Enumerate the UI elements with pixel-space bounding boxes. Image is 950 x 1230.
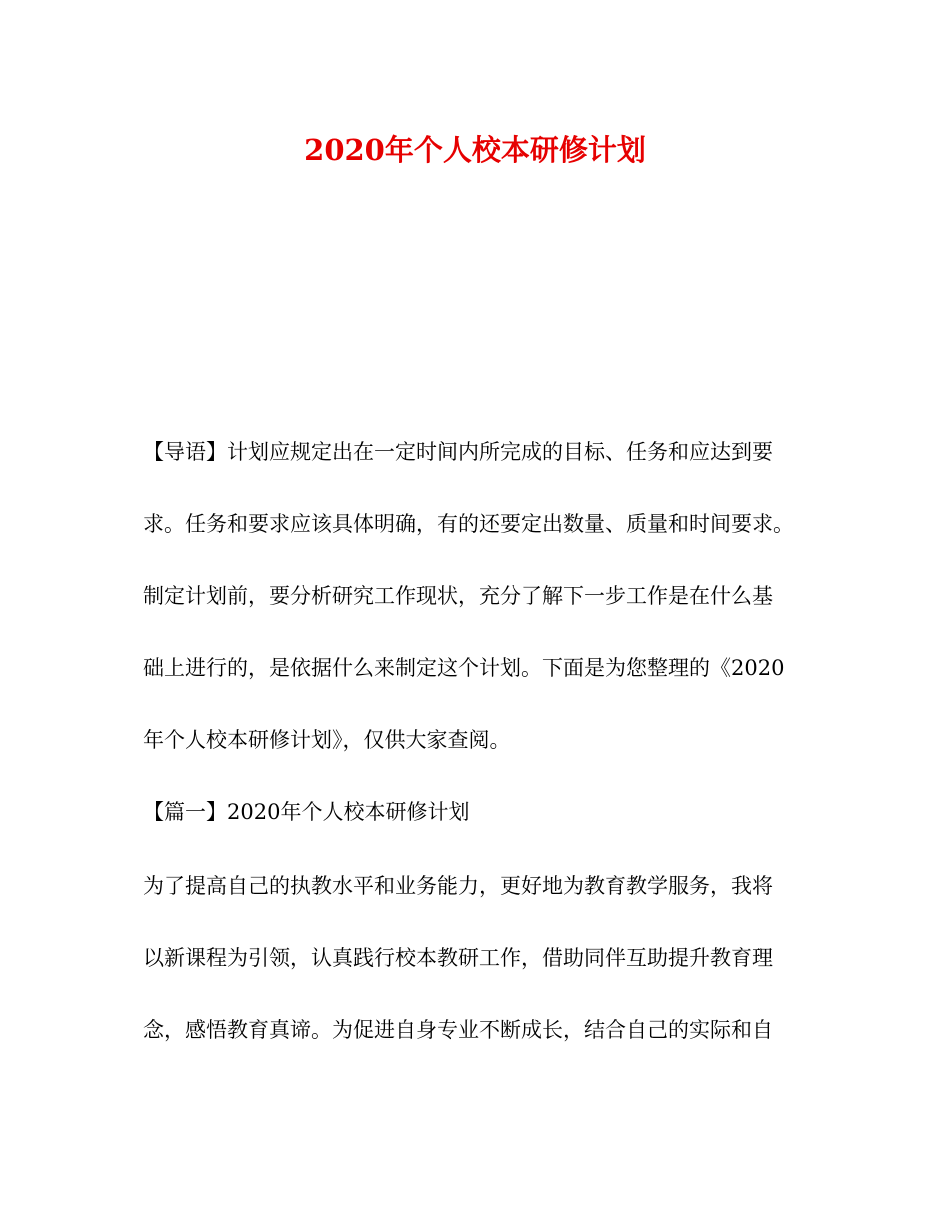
body-line: 【导语】计划应规定出在一定时间内所完成的目标、任务和应达到要	[143, 440, 773, 464]
body-line: 制定计划前，要分析研究工作现状，充分了解下一步工作是在什么基	[143, 584, 773, 608]
section-heading: 【篇一】2020年个人校本研修计划	[143, 800, 470, 824]
document-title: 2020年个人校本研修计划	[304, 133, 646, 167]
body-line: 以新课程为引领，认真践行校本教研工作，借助同伴互助提升教育理	[143, 946, 773, 970]
body-line: 础上进行的，是依据什么来制定这个计划。下面是为您整理的《2020	[143, 656, 785, 680]
body-line: 年个人校本研修计划》，仅供大家查阅。	[143, 728, 511, 752]
body-line: 为了提高自己的执教水平和业务能力，更好地为教育教学服务，我将	[143, 874, 773, 898]
body-line: 念，感悟教育真谛。为促进自身专业不断成长，结合自己的实际和自	[143, 1018, 773, 1042]
body-line: 求。任务和要求应该具体明确，有的还要定出数量、质量和时间要求。	[143, 512, 794, 536]
